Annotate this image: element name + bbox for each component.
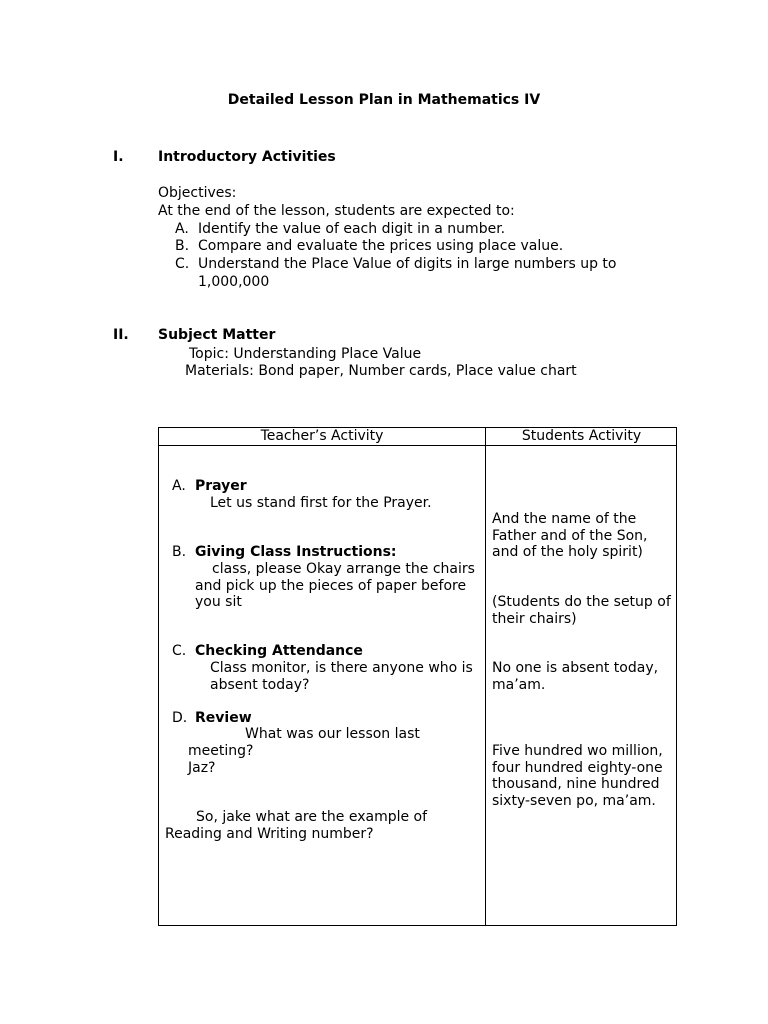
- student-prayer-line-1: And the name of the: [492, 511, 637, 527]
- objectives-label: Objectives:: [158, 185, 237, 201]
- student-review-line-1: Five hundred wo million,: [492, 743, 663, 759]
- page-title: Detailed Lesson Plan in Mathematics IV: [227, 92, 541, 108]
- teacher-b-line-3: you sit: [195, 594, 242, 610]
- section-1-heading: Introductory Activities: [158, 149, 336, 165]
- student-review-line-3: thousand, nine hundred: [492, 776, 660, 792]
- teacher-e-line-2: Reading and Writing number?: [165, 826, 374, 842]
- objectives-intro: At the end of the lesson, students are expected to:: [158, 203, 515, 219]
- objective-letter-c: C.: [175, 256, 190, 272]
- topic-line: Topic: Understanding Place Value: [189, 346, 422, 362]
- teacher-activity-header: Teacher’s Activity: [260, 428, 384, 444]
- teacher-d-line-1: What was our lesson last: [245, 726, 420, 742]
- student-setup-line-2: their chairs): [492, 611, 577, 627]
- teacher-b-line-2: and pick up the pieces of paper before: [195, 578, 467, 594]
- teacher-d-line-3: Jaz?: [188, 760, 216, 776]
- student-prayer-line-2: Father and of the Son,: [492, 528, 648, 544]
- teacher-e-line-1: So, jake what are the example of: [196, 809, 428, 825]
- students-activity-header: Students Activity: [521, 428, 642, 444]
- materials-line: Materials: Bond paper, Number cards, Place value chart: [185, 363, 577, 379]
- column-divider: [485, 428, 486, 925]
- student-attendance-line-1: No one is absent today,: [492, 660, 659, 676]
- objective-c-continuation: 1,000,000: [198, 274, 270, 290]
- section-2-heading: Subject Matter: [158, 327, 276, 343]
- student-review-line-2: four hundred eighty-one: [492, 760, 663, 776]
- teacher-d-letter: D.: [172, 710, 188, 726]
- objective-letter-b: B.: [175, 238, 190, 254]
- teacher-a-text: Let us stand first for the Prayer.: [210, 495, 432, 511]
- teacher-a-heading: Prayer: [195, 478, 247, 494]
- teacher-b-heading: Giving Class Instructions:: [195, 544, 397, 560]
- teacher-b-letter: B.: [172, 544, 187, 560]
- student-setup-line-1: (Students do the setup of: [492, 594, 671, 610]
- teacher-c-heading: Checking Attendance: [195, 643, 363, 659]
- student-prayer-line-3: and of the holy spirit): [492, 544, 643, 560]
- student-review-line-4: sixty-seven po, ma’am.: [492, 793, 656, 809]
- teacher-b-line-1: class, please Okay arrange the chairs: [212, 561, 475, 577]
- objective-b-text: Compare and evaluate the prices using place value.: [198, 238, 564, 254]
- teacher-c-letter: C.: [172, 643, 187, 659]
- teacher-a-letter: A.: [172, 478, 186, 494]
- objective-letter-a: A.: [175, 221, 189, 237]
- teacher-d-line-2: meeting?: [188, 743, 254, 759]
- student-attendance-line-2: ma’am.: [492, 677, 546, 693]
- teacher-c-line-2: absent today?: [210, 677, 310, 693]
- objective-c-text: Understand the Place Value of digits in large numbers up to: [198, 256, 617, 272]
- section-2-numeral: II.: [113, 327, 129, 343]
- teacher-d-heading: Review: [195, 710, 252, 726]
- section-1-numeral: I.: [113, 149, 124, 165]
- objective-a-text: Identify the value of each digit in a number.: [198, 221, 506, 237]
- header-divider: [159, 445, 676, 446]
- teacher-c-line-1: Class monitor, is there anyone who is: [210, 660, 473, 676]
